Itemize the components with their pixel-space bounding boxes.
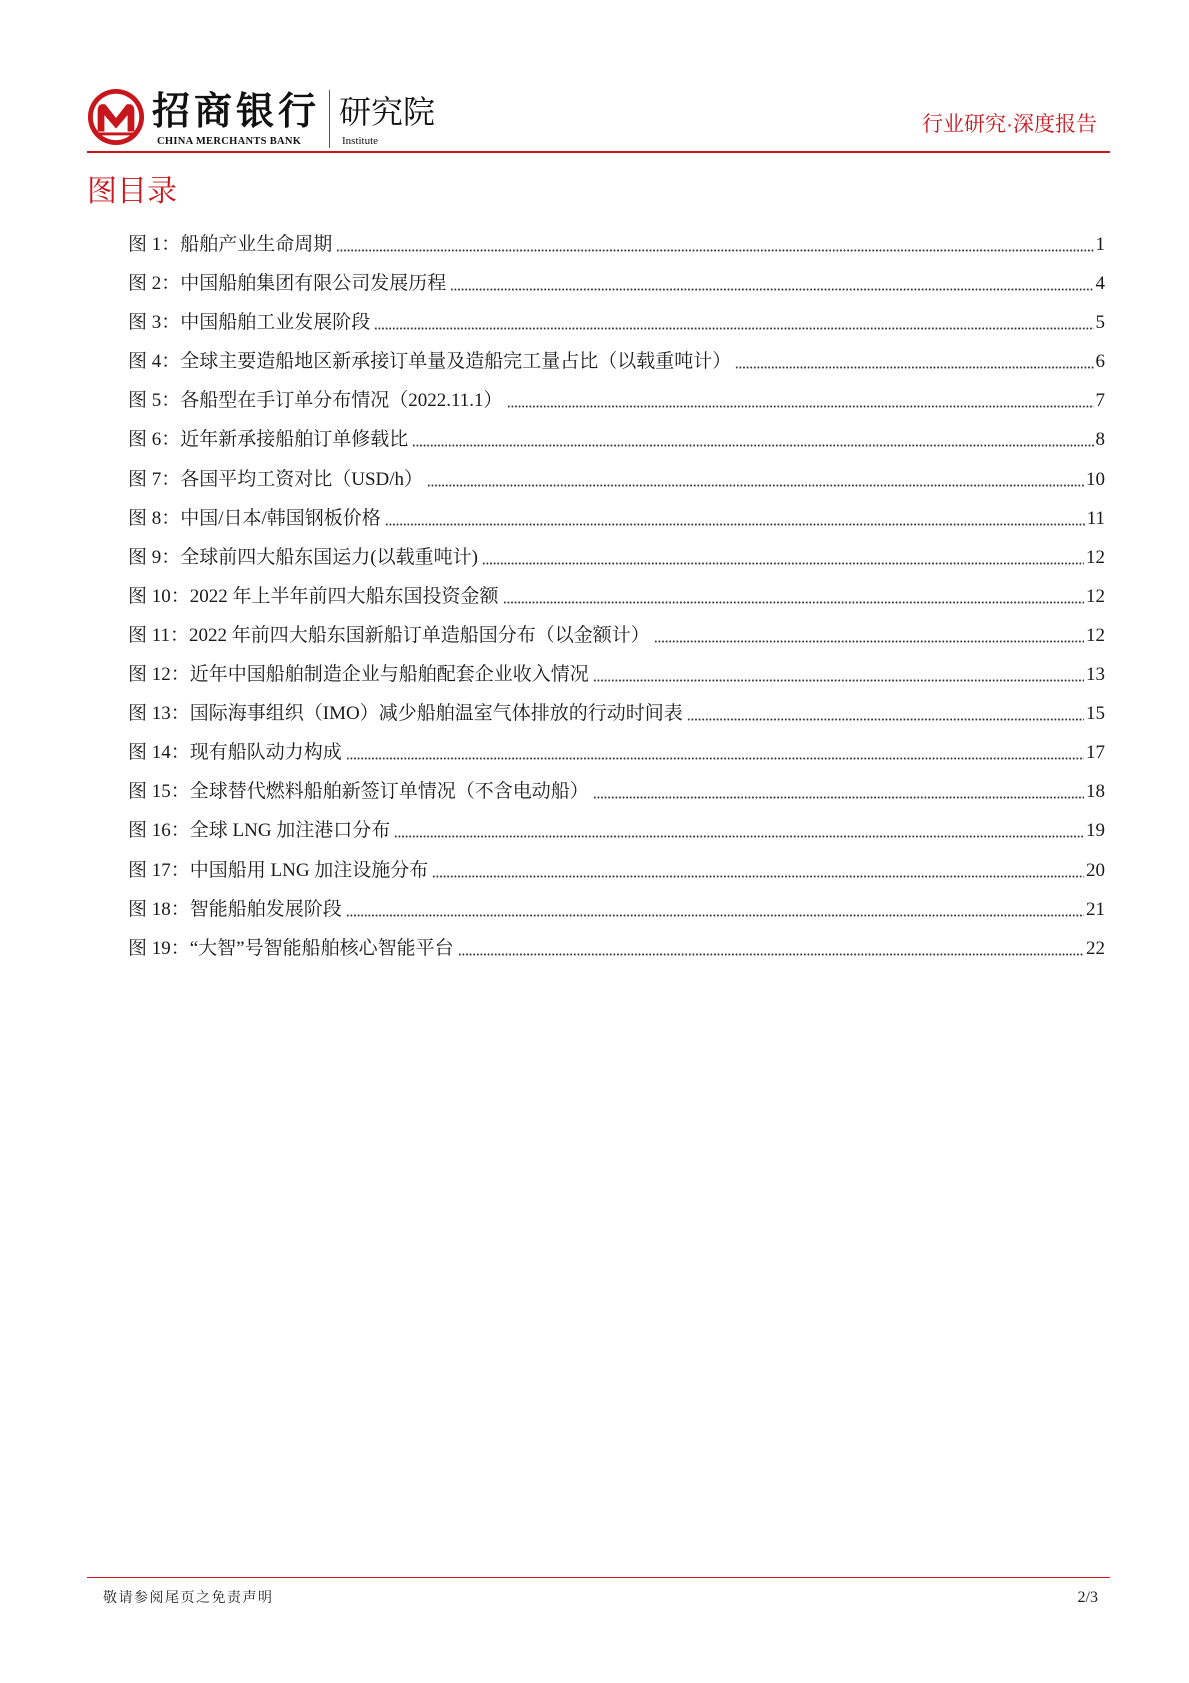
header-divider [329,90,330,148]
toc-entry-leader [450,288,1093,291]
toc-entry-page: 5 [1095,312,1105,334]
toc-entry-page: 17 [1086,742,1105,764]
toc-entry-leader [735,366,1093,369]
institute-name-english: Institute [342,135,379,147]
toc-entry-10[interactable] [128,585,1105,624]
toc-entry-page: 12 [1086,624,1105,646]
toc-entry-leader [394,835,1084,838]
toc-entry-leader [482,562,1084,565]
toc-entry-16[interactable] [128,819,1105,858]
toc-entry-leader [654,640,1084,643]
toc-entry-page: 19 [1086,820,1105,842]
toc-entry-leader [346,914,1084,917]
toc-entry-leader [458,953,1084,956]
toc-entry-page: 18 [1086,781,1105,803]
toc-entry-13[interactable] [128,702,1105,741]
toc-entry-page: 6 [1095,351,1105,373]
toc-entry-7[interactable] [128,468,1105,507]
toc-entry-page: 22 [1086,937,1105,959]
footer-disclaimer: 敬请参阅尾页之免责声明 [103,1591,274,1606]
toc-entry-page: 13 [1086,664,1105,686]
toc-entry-page: 8 [1095,429,1105,451]
toc-entry-18[interactable] [128,898,1105,937]
toc-entry-8[interactable] [128,507,1105,546]
toc-entry-leader [593,679,1084,682]
toc-entry-4[interactable] [128,350,1105,389]
toc-entry-12[interactable] [128,663,1105,702]
report-type-label: 行业研究·深度报告 [922,113,1097,136]
toc-entry-page: 7 [1095,390,1105,412]
toc-entry-11[interactable] [128,624,1105,663]
toc-entry-leader [687,718,1084,721]
institute-name-chinese: 研究院 [339,94,436,130]
toc-entry-label: 图 14：现有船队动力构成 [128,742,342,764]
toc-entry-page: 1 [1095,234,1105,255]
toc-entry-page: 4 [1095,273,1105,295]
toc-entry-9[interactable] [128,546,1105,585]
toc-entry-6[interactable] [128,428,1105,467]
page-title: 图目录 [87,175,177,208]
figure-toc-list [128,233,1105,976]
toc-entry-label: 图 5：各船型在手订单分布情况（2022.11.1） [128,390,503,412]
toc-entry-label: 图 4：全球主要造船地区新承接订单量及造船完工量占比（以载重吨计） [128,351,732,373]
toc-entry-page: 15 [1086,703,1105,725]
toc-entry-label: 图 2：中国船舶集团有限公司发展历程 [128,273,447,295]
toc-entry-3[interactable] [128,311,1105,350]
toc-entry-page: 12 [1086,585,1105,607]
toc-entry-leader [385,523,1085,526]
toc-entry-page: 21 [1086,898,1105,920]
bank-name-chinese: 招商银行 [152,91,321,133]
bank-name-english: CHINA MERCHANTS BANK [157,136,302,147]
toc-entry-label: 图 12：近年中国船舶制造企业与船舶配套企业收入情况 [128,664,589,686]
toc-entry-label: 图 9：全球前四大船东国运力(以载重吨计) [128,546,478,568]
toc-entry-leader [593,796,1084,799]
toc-entry-leader [412,444,1093,447]
toc-entry-label: 图 10：2022 年上半年前四大船东国投资金额 [128,585,499,607]
toc-entry-label: 图 8：中国/日本/韩国钢板价格 [128,507,381,529]
toc-entry-2[interactable] [128,272,1105,311]
toc-entry-label: 图 11：2022 年前四大船东国新船订单造船国分布（以金额计） [128,624,650,646]
toc-entry-label: 图 17：中国船用 LNG 加注设施分布 [128,859,429,881]
toc-entry-label: 图 1：船舶产业生命周期 [128,234,333,255]
toc-entry-page: 12 [1086,546,1105,568]
toc-entry-label: 图 18：智能船舶发展阶段 [128,898,342,920]
toc-entry-page: 10 [1086,468,1105,490]
toc-entry-label: 图 16：全球 LNG 加注港口分布 [128,820,391,842]
toc-entry-19[interactable] [128,937,1105,976]
toc-entry-17[interactable] [128,859,1105,898]
toc-entry-page: 20 [1086,859,1105,881]
toc-entry-leader [374,327,1093,330]
toc-entry-leader [503,601,1084,604]
toc-entry-label: 图 3：中国船舶工业发展阶段 [128,312,371,334]
toc-entry-leader [432,875,1084,878]
toc-entry-14[interactable] [128,741,1105,780]
toc-entry-leader [346,757,1084,760]
toc-entry-15[interactable] [128,780,1105,819]
toc-entry-label: 图 13：国际海事组织（IMO）减少船舶温室气体排放的行动时间表 [128,703,683,725]
toc-entry-leader [427,484,1084,487]
toc-entry-leader [507,405,1094,408]
toc-entry-1[interactable] [128,233,1105,272]
toc-entry-label: 图 7：各国平均工资对比（USD/h） [128,468,424,490]
toc-entry-label: 图 6：近年新承接船舶订单修载比 [128,429,409,451]
cmb-logo-icon [87,88,145,146]
toc-entry-label: 图 19：“大智”号智能船舶核心智能平台 [128,937,454,959]
footer-rule [87,1577,1110,1578]
toc-entry-5[interactable] [128,389,1105,428]
toc-entry-label: 图 15：全球替代燃料船舶新签订单情况（不含电动船） [128,781,589,803]
toc-entry-page: 11 [1086,507,1105,529]
toc-entry-leader [336,249,1093,252]
header-rule [87,151,1110,153]
page-number: 2/3 [1077,1589,1098,1606]
